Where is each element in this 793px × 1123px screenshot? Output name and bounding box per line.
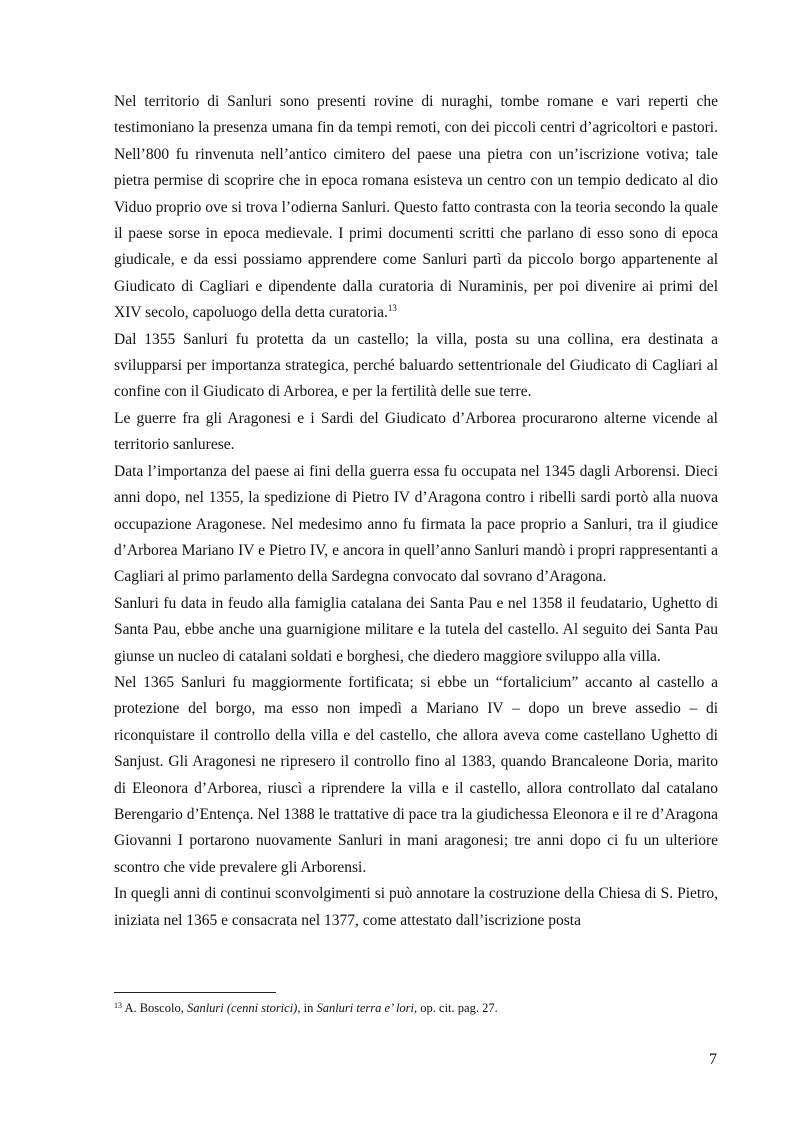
footnote (114, 1000, 718, 1016)
document-body (114, 89, 718, 934)
footnote-connector: , in (297, 1001, 317, 1015)
paragraph-5: Sanluri fu data in feudo alla famiglia catalana dei Santa Pau e nel 1358 il feudatario, Ughetto di Santa Pau, ebbe anche una guarnigione militare e la tutela del castello. Al seguito dei Santa Pau giunse un nucleo di catalani soldati e borghesi, che diedero maggiore sviluppo alla villa. (114, 594, 718, 665)
footnote-number: 13 (114, 1001, 122, 1010)
footnote-title: Sanluri (cenni storici) (186, 1001, 298, 1015)
footnote-source: Sanluri terra e’ lori (316, 1001, 415, 1015)
footnote-rest: , op. cit. pag. 27. (414, 1001, 498, 1015)
paragraph-7: In quegli anni di continui sconvolgimenti si può annotare la costruzione della Chiesa di S. Pietro, iniziata nel 1365 e consacrata nel 1377, come attestato dall’iscrizione posta (114, 885, 718, 929)
footnote-separator (114, 992, 276, 993)
paragraph-6: Nel 1365 Sanluri fu maggiormente fortificata; si ebbe un “fortalicium” accanto al castello a protezione del borgo, ma esso non impedì a Mariano IV – dopo un breve assedio – di riconquistare il controllo della villa e del castello, che allora aveva come castellano Ughetto di Sanjust. Gli Aragonesi ne ripresero il controllo fino al 1383, quando Brancaleone Doria, marito di Eleonora d’Arborea, riuscì a riprendere la villa e il castello, allora controllato dal catalano Berengario d’Entença. Nel 1388 le trattative di pace tra la giudichessa Eleonora e il re d’Aragona Giovanni I portarono nuovamente Sanluri in mani aragonesi; tre anni dopo ci fu un ulteriore scontro che vide prevalere gli Arborensi. (114, 673, 718, 876)
paragraph-2: Dal 1355 Sanluri fu protetta da un castello; la villa, posta su una collina, era destinata a svilupparsi per importanza strategica, perché baluardo settentrionale del Giudicato di Cagliari al confine con il Giudicato di Arborea, e per la fertilità delle sue terre. (114, 330, 718, 401)
paragraph-4: Data l’importanza del paese ai fini della guerra essa fu occupata nel 1345 dagli Arborensi. Dieci anni dopo, nel 1355, la spedizione di Pietro IV d’Aragona contro i ribelli sardi portò alla nuova occupazione Aragonese. Nel medesimo anno fu firmata la pace proprio a Sanluri, tra il giudice d’Arborea Mariano IV e Pietro IV, e ancora in quell’anno Sanluri mandò i propri rappresentanti a Cagliari al primo parlamento della Sardegna convocato dal sovrano d’Aragona. (114, 462, 718, 586)
paragraph-1-text: Nel territorio di Sanluri sono presenti rovine di nuraghi, tombe romane e vari reperti che testimoniano la presenza umana fin da tempi remoti, con dei piccoli centri d’agricoltori e pastori. Nell’800 fu rinvenuta nell’antico cimitero del paese una pietra con un’iscrizione votiva; tale pietra permise di scoprire che in epoca romana esisteva un centro con un tempio dedicato al dio Viduo proprio ove si trova l’odierna Sanluri. Questo fatto contrasta con la teoria secondo la quale il paese sorse in epoca medievale. I primi documenti scritti che parlano di esso sono di epoca giudicale, e da essi possiamo apprendere come Sanluri partì da piccolo borgo appartenente al Giudicato di Cagliari e dipendente dalla curatoria di Nuraminis, per poi divenire ai primi del XIV secolo, capoluogo della detta curatoria. (114, 93, 718, 322)
footnote-author: A. Boscolo, (124, 1001, 187, 1015)
paragraph-3: Le guerre fra gli Aragonesi e i Sardi del Giudicato d’Arborea procurarono alterne vicende al territorio sanlurese. (114, 409, 718, 454)
page-number: 7 (709, 1051, 717, 1068)
footnote-reference[interactable]: 13 (387, 303, 397, 314)
paragraph-1 (114, 89, 718, 327)
